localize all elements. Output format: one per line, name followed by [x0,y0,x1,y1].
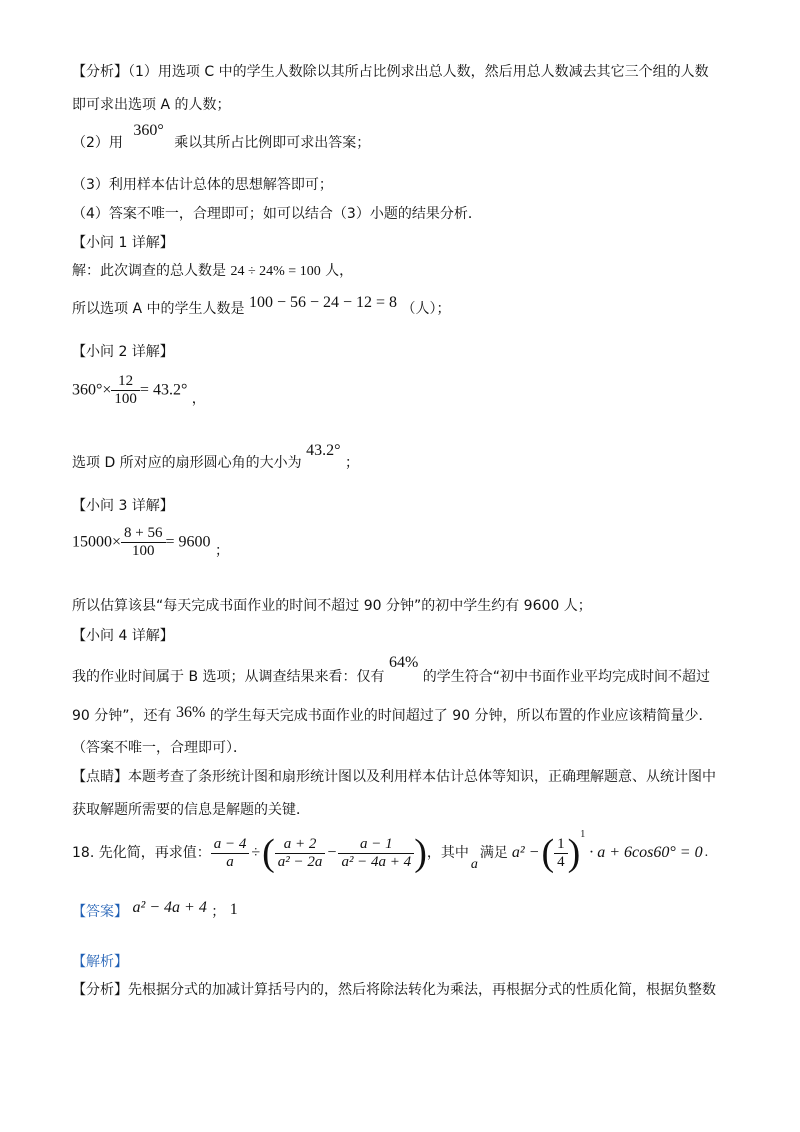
analysis-line-4: （3）利用样本估计总体的思想解答即可； [72,177,333,193]
solution-label: 【解析】 [72,954,128,970]
p18-f3-numerator: a − 1 [360,835,393,852]
analysis-line-5: （4）答案不唯一，合理即可；如可以结合（3）小题的结果分析． [72,206,482,222]
q2-title: 【小问 2 详解】 [72,344,174,360]
q1-line-2-math: 100 − 56 − 24 − 12 = 8 [248,294,398,311]
p18-f1-numerator: a − 4 [213,835,247,852]
p18-condition-part-2: · a + 6cos60° = 0 [589,844,703,861]
q4-line-2-b: 的学生每天完成书面作业的时间超过了 90 分钟，所以布置的作业应该精简量少． [209,708,713,724]
p18-cond-right-paren: ) [567,832,581,874]
answer-expression: a² − 4a + 4 [132,899,207,916]
q4-title: 【小问 4 详解】 [72,628,174,644]
analysis-line-2: 即可求出选项 A 的人数； [72,97,231,113]
q3-title: 【小问 3 详解】 [72,498,174,514]
q3-denominator: 100 [121,542,165,560]
p18-left-paren: ( [262,832,275,874]
analysis-line-3 [72,122,371,152]
q2-denominator: 100 [111,390,140,408]
analysis-line-3-a: （2）用 [72,135,123,151]
q2-line-2-b: ； [345,455,359,471]
q1-title: 【小问 1 详解】 [72,235,174,251]
p18-minus: − [327,844,337,861]
q2-formula-lead: 360°× [72,381,112,399]
p18-f2-denominator: a² − 2a [275,853,326,871]
p18-fraction-1 [211,836,250,871]
q3-line-2: 所以估算该县“每天完成书面作业的时间不超过 90 分钟”的初中学生约有 9600 人； [72,598,592,614]
p18-f2-numerator: a + 2 [283,835,317,852]
q4-line-1-b: 的学生符合“初中书面作业平均完成时间不超过 [422,669,711,685]
p18-cond-denominator: 4 [554,853,568,871]
q2-formula-tail: = 43.2° [139,381,188,399]
q1-line-1-math: 24 ÷ 24% = 100 [230,264,321,279]
p18-f1-denominator: a [211,853,250,871]
q1-line-1-a: 解：此次调查的总人数是 [72,263,226,279]
p18-variable: a [470,857,478,872]
p18-condition-part-1: a² − [511,844,540,861]
comment-line-2: 获取解题所需要的信息是解题的关键． [72,802,310,818]
q3-formula-lead: 15000× [72,533,122,551]
problem-18-lead: 18. 先化简，再求值： [72,845,211,861]
p18-divide: ÷ [251,844,261,861]
q2-comma: ， [191,390,206,407]
answer-line [72,899,238,921]
q3-formula [72,525,229,565]
q1-line-2-a: 所以选项 A 中的学生人数是 [72,301,245,317]
q1-line-2 [72,294,451,318]
p18-cond-left-paren: ( [541,832,555,874]
q2-line-2-a: 选项 D 所对应的扇形圆心角的大小为 [72,455,302,471]
q4-line-3: （答案不唯一，合理即可）． [72,740,247,756]
math-360-degree: 360° [133,122,164,139]
p18-mid-text: ，其中 [426,845,469,861]
q3-formula-tail: = 9600 [165,533,211,551]
p18-fraction-2 [275,836,326,871]
q2-formula [72,373,206,413]
q1-line-2-b: （人）； [401,301,451,317]
q1-line-1 [72,262,353,281]
q3-semicolon: ； [214,542,229,559]
analysis-line-3-b: 乘以其所占比例即可求出答案； [174,135,371,151]
q2-numerator: 12 [118,373,134,389]
p18-cond-fraction [554,836,568,871]
q3-numerator: 8 + 56 [124,525,163,541]
p18-period: . [704,845,709,860]
q1-line-1-b: 人， [325,263,354,279]
comment-line-1: 【点睛】本题考查了条形统计图和扇形统计图以及利用样本估计总体等知识，正确理解题意、从统计图中 [72,769,716,785]
p18-f3-denominator: a² − 4a + 4 [338,853,414,871]
solution-line-1: 【分析】先根据分式的加减计算括号内的，然后将除法转化为乘法，再根据分式的性质化简，根据负整数 [72,982,716,998]
q2-line-2-math: 43.2° [306,442,341,459]
p18-cond-exponent: 1 [580,829,586,840]
answer-value: 1 [229,901,238,918]
problem-18 [72,828,708,878]
p18-cond-numerator: 1 [557,835,565,852]
q4-line-1 [72,654,711,686]
p18-fraction-3 [338,836,414,871]
analysis-line-1: 【分析】（1）用选项 C 中的学生人数除以其所占比例求出总人数，然后用总人数减去其它三个组的人数 [72,64,709,80]
q4-line-1-a: 我的作业时间属于 B 选项；从调查结果来看：仅有 [72,669,385,685]
q4-line-2-a: 90 分钟”，还有 [72,708,172,724]
p18-right-paren: ) [414,832,427,874]
q4-line-2 [72,704,713,725]
q3-fraction [121,525,165,560]
p18-condition-label: 满足 [479,845,508,861]
answer-label: 【答案】 [72,904,128,920]
q2-line-2 [72,442,359,472]
q4-line-2-math: 36% [175,704,206,721]
q2-fraction [111,373,140,408]
q4-line-1-math: 64% [388,654,419,671]
answer-separator: ； [211,904,226,920]
